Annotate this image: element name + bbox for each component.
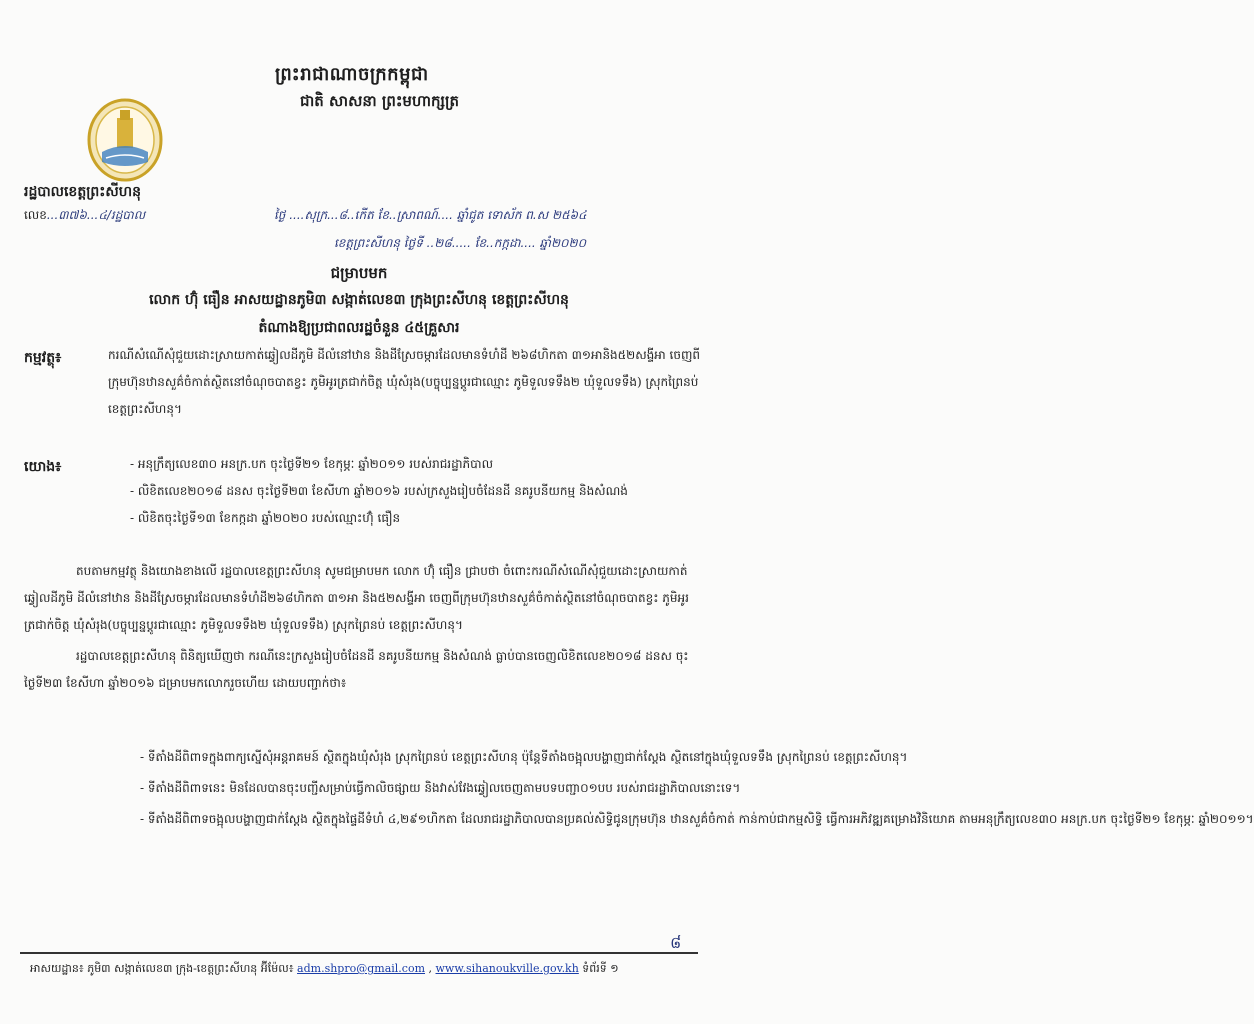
reference-item: - លិខិតចុះថ្ងៃទី១៣ ខែកក្កដា ឆ្នាំ២០២០ របស់ឈ្មោះហ៊ុំ ធឿន: [130, 511, 401, 525]
reference-number: [24, 207, 145, 225]
findings-list: [140, 744, 1254, 837]
body-paragraph: រដ្ឋបាលខេត្តព្រះសីហនុ ពិនិត្យឃើញថា ករណីនេះក្រសួងរៀបចំដែនដី នគរូបនីយកម្ម និងសំណង់ ធ្លាប់បានចេញលិខិតលេខ២០១៨ ដនស ចុះថ្ងៃទី២៣ ខែសីហា ឆ្នាំ២០១៦ ជម្រាបមកលោករួចហើយ ដោយបញ្ជាក់ថា៖: [24, 649, 689, 690]
footer-separator: ,: [425, 962, 436, 975]
footer-page-number: ទំព័រទី ១: [578, 962, 619, 975]
footer-website-link[interactable]: www.sihanoukville.gov.kh: [435, 962, 579, 975]
provincial-emblem-icon: [86, 96, 164, 182]
recipient-line: លោក ហ៊ុំ ធឿន អាសយដ្ឋានភូមិ៣ សង្កាត់លេខ៣ ក្រុងព្រះសីហនុ ខេត្តព្រះសីហនុ: [149, 292, 569, 308]
kingdom-heading: ព្រះរាជាណាចក្រកម្ពុជា: [275, 64, 429, 85]
subject-label: កម្មវត្ថុ៖: [24, 350, 62, 366]
footer-divider: [20, 952, 698, 954]
footer-email-link[interactable]: adm.shpro@gmail.com: [297, 962, 426, 975]
reference-item: - លិខិតលេខ២០១៨ ដនស ចុះថ្ងៃទី២៣ ខែសីហា ឆ្នាំ២០១៦ របស់ក្រសួងរៀបចំដែនដី នគរូបនីយកម្ម និងសំណង់: [130, 484, 628, 498]
solar-date: ខេត្តព្រះសីហនុ ថ្ងៃទី ..២៨..... ខែ..កក្កដា.... ឆ្នាំ២០២០: [334, 236, 587, 250]
sender-authority: រដ្ឋបាលខេត្តព្រះសីហនុ: [24, 184, 141, 200]
footer: [30, 962, 619, 978]
reference-item: - អនុក្រឹត្យលេខ៣០ អនក្រ.បក ចុះថ្ងៃទី២១ ខែកុម្ភៈ ឆ្នាំ២០១១ របស់រាជរដ្ឋាភិបាល: [130, 457, 494, 471]
national-motto: ជាតិ សាសនា ព្រះមហាក្សត្រ: [300, 92, 459, 110]
reference-value: ...៣៧៦...៤/រដ្ឋបាល: [46, 208, 146, 222]
finding-item: - ទីតាំងដីពិពាទក្នុងពាក្យស្នើសុំអន្តរាគមន៍ ស្ថិតក្នុងឃុំសំរុង ស្រុកព្រៃនប់ ខេត្តព្រះសីហនុ ប៉ុន្តែទីតាំងចង្អុលបង្ហាញជាក់ស្តែង ស្ថិតនៅក្នុងឃុំទួលទទឹង ស្រុកព្រៃនប់ ខេត្តព្រះសីហនុ។: [140, 750, 908, 764]
footer-address: អាសយដ្ឋាន៖ ភូមិ៣ សង្កាត់លេខ៣ ក្រុង-ខេត្តព្រះសីហនុ អ៊ីម៉ែល៖: [30, 962, 298, 975]
references-label: យោង៖: [24, 459, 62, 475]
finding-item: - ទីតាំងដីពិពាទនេះ មិនដែលបានចុះបញ្ជីសម្រាប់ធ្វើកាលិចផ្សាយ និងវាស់វែងឆ្វៀលចេញតាមបទបញ្ជា០១បប របស់រាជរដ្ឋាភិបាលនោះទេ។: [140, 781, 741, 795]
finding-item: - ទីតាំងដីពិពាទចង្អុលបង្ហាញជាក់ស្តែង ស្ថិតក្នុងផ្ទៃដីទំហំ ៤,២៩១ហិកតា ដែលរាជរដ្ឋាភិបាលបានប្រគល់សិទ្ធិជូនក្រុមហ៊ុន ឋានសួគ៌ចំកាត់ កាន់កាប់ជាកម្មសិទ្ធិ ធ្វើការអភិវឌ្ឍគម្រោងវិនិយោគ តាមអនុក្រឹត្យលេខ៣០ អនក្រ.បក ចុះថ្ងៃទី២១ ខែកុម្ភៈ ឆ្នាំ២០១១។: [140, 812, 1254, 826]
lunar-date: ថ្ងៃ ....សុក្រ...៨..កើត ខែ..ស្រាពណ៍.... ឆ្នាំជូត ទោស័ក ព.ស ២៥៦៤: [274, 208, 587, 222]
recipient-representation: តំណាងឱ្យប្រជាពលរដ្ឋចំនួន ៤៥គ្រួសារ: [258, 320, 460, 336]
handwritten-page-mark: ៨: [670, 933, 682, 952]
reference-prefix: លេខ: [24, 208, 47, 222]
subject-text: ករណីសំណើសុំជួយដោះស្រាយកាត់ឆ្វៀលដីភូមិ ដីលំនៅឋាន និងដីស្រែចម្ការដែលមានទំហំដី ២៦៨ហិកតា ៣១អានិង៥២សង្ទីអា ចេញពីក្រុមហ៊ុនឋានសួគ៌ចំកាត់ស្ថិតនៅចំណុចបាតខ្វះ ភូមិអូរត្រជាក់ចិត្ត ឃុំសំរុង(បច្ចុប្បន្នប្តូរជាឈ្មោះ ភូមិទួលទទឹង២ ឃុំទួលទទឹង) ស្រុកព្រៃនប់ ខេត្តព្រះសីហនុ។: [108, 348, 701, 416]
references-list: [130, 451, 702, 532]
body-paragraph: តបតាមកម្មវត្ថុ និងយោងខាងលើ រដ្ឋបាលខេត្តព្រះសីហនុ សូមជម្រាបមក លោក ហ៊ុំ ធឿន ជ្រាបថា ចំពោះករណីសំណើសុំជួយដោះស្រាយកាត់ឆ្វៀលដីភូមិ ដីលំនៅឋាន និងដីស្រែចម្ការដែលមានទំហំដី២៦៨ហិកតា ៣១អា និង៥២សង្ទីអា ចេញពីក្រុមហ៊ុនឋានសួគ៌ចំកាត់ស្ថិតនៅចំណុចបាតខ្វះ ភូមិអូរត្រជាក់ចិត្ត ឃុំសំរុង(បច្ចុប្បន្នប្តូរជាឈ្មោះ ភូមិទួលទទឹង២ ឃុំទួលទទឹង) ស្រុកព្រៃនប់ ខេត្តព្រះសីហនុ។: [24, 564, 689, 632]
document-heading: ជម្រាបមក: [330, 264, 388, 282]
